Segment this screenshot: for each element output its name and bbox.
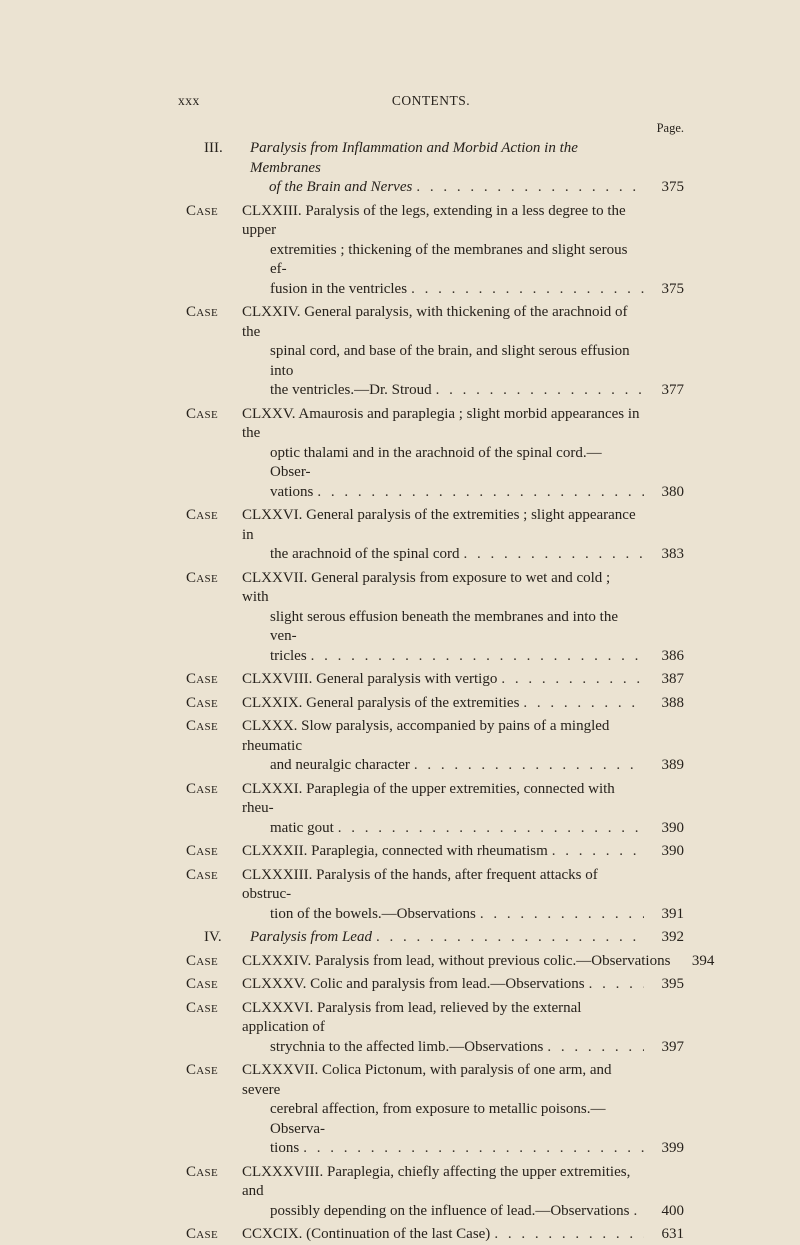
entry-line: spinal cord, and base of the brain, and slight serous effusion into (270, 343, 630, 379)
page-ref: 387 (661, 671, 684, 687)
entry-line: of the Brain and Nerves (269, 179, 413, 195)
entry-line: tions (270, 1140, 300, 1156)
page-ref: 395 (661, 976, 684, 992)
entry-line: extremities ; thickening of the membranes and slight serous ef- (270, 241, 628, 277)
entry-line: and neuralgic character (270, 757, 410, 773)
page-ref: 390 (661, 819, 684, 836)
page-ref: 388 (661, 694, 684, 711)
entry-text (186, 569, 684, 667)
case-label: Case (186, 1226, 218, 1242)
entry-line: tion of the bowels.—Observations (270, 905, 476, 922)
dot-leader (589, 975, 644, 995)
case-label: Case (186, 671, 218, 687)
case-entry (186, 694, 684, 714)
case-entry (186, 202, 684, 300)
case-entry (186, 569, 684, 667)
page-ref: 400 (661, 1202, 684, 1219)
entry-line: CLXXVII. General paralysis from exposure to wet and cold ; with (242, 569, 611, 605)
section-entry (186, 928, 684, 948)
entry-text (186, 1163, 684, 1222)
section-number: III. (204, 140, 223, 156)
case-entry (186, 975, 684, 995)
entry-text (186, 999, 684, 1058)
case-entry (186, 1163, 684, 1222)
entry-line: slight serous effusion beneath the membranes and into the ven- (270, 608, 618, 644)
entry-text (186, 506, 684, 565)
dot-leader (523, 694, 644, 714)
entry-text (186, 405, 684, 503)
dot-leader (317, 483, 644, 503)
page-ref: 392 (661, 929, 684, 945)
entry-text (186, 866, 684, 925)
case-label: Case (186, 405, 218, 422)
case-entry (186, 780, 684, 839)
page-ref: 377 (661, 382, 684, 398)
entry-text (186, 952, 715, 972)
case-entry (186, 999, 684, 1058)
entry-line: CLXXIX. General paralysis of the extremities (242, 694, 520, 711)
page-column-heading: Page. (656, 121, 684, 135)
case-label: Case (186, 866, 218, 883)
section-entry (186, 139, 684, 198)
entry-line: CLXXX. Slow paralysis, accompanied by pains of a mingled rheumatic (242, 718, 610, 754)
page-ref: 380 (661, 483, 684, 500)
page-number: xxx (178, 93, 200, 108)
page-ref: 375 (661, 280, 684, 297)
page-ref: 389 (661, 757, 684, 773)
page-ref: 399 (661, 1140, 684, 1156)
entry-line: CLXXXIV. Paralysis from lead, without previous colic.—Observations (242, 952, 671, 969)
entry-line: CLXXIII. Paralysis of the legs, extending in a less degree to the upper (242, 202, 626, 238)
case-label: Case (186, 1062, 218, 1078)
page-ref: 386 (661, 647, 684, 664)
entry-line: the ventricles.—Dr. Stroud (270, 382, 432, 398)
entry-line: vations (270, 483, 314, 500)
entry-line: CCXCIX. (Continuation of the last Case) (242, 1226, 491, 1242)
page-ref: 397 (661, 1038, 684, 1055)
page-ref: 375 (661, 179, 684, 195)
entry-line: CLXXXV. Colic and paralysis from lead.—Observations (242, 976, 585, 992)
case-entry (186, 842, 684, 862)
dot-leader (436, 381, 644, 401)
dot-leader (464, 545, 644, 565)
case-label: Case (186, 304, 218, 320)
entry-text (186, 842, 684, 862)
dot-leader (552, 842, 644, 862)
dot-leader (376, 928, 644, 948)
entry-line: tricles (270, 647, 307, 664)
entry-line: CLXXXVII. Colica Pictonum, with paralysis of one arm, and severe (242, 1062, 612, 1098)
case-label: Case (186, 999, 218, 1016)
entry-line: matic gout (270, 819, 334, 836)
case-label: Case (186, 780, 218, 797)
dot-leader (311, 647, 644, 667)
case-entry (186, 1061, 684, 1159)
case-entry (186, 670, 684, 690)
dot-leader (501, 670, 644, 690)
dot-leader (634, 1202, 644, 1222)
case-entry (186, 866, 684, 925)
case-entry (186, 405, 684, 503)
running-head (178, 93, 684, 113)
entry-text (186, 1225, 684, 1245)
case-label: Case (186, 694, 218, 711)
entry-text (186, 975, 684, 995)
entry-text (186, 303, 684, 401)
entry-line: CLXXV. Amaurosis and paraplegia ; slight morbid appearances in the (242, 405, 640, 441)
entry-line: the arachnoid of the spinal cord (270, 546, 460, 562)
entry-line: possibly depending on the influence of lead.—Observations (270, 1202, 630, 1219)
page-ref: 631 (661, 1226, 684, 1242)
entry-line: CLXXVI. General paralysis of the extremities ; slight appearance in (242, 507, 636, 543)
dot-leader (411, 280, 644, 300)
entry-text (186, 1061, 684, 1159)
entry-line: optic thalami and in the arachnoid of the spinal cord.—Obser- (270, 444, 602, 480)
entry-text (186, 202, 684, 300)
page-ref: 383 (661, 546, 684, 562)
case-label: Case (186, 718, 218, 734)
case-label: Case (186, 976, 218, 992)
contents-list (186, 135, 715, 1245)
entry-text (186, 694, 684, 714)
entry-line: CLXXXI. Paraplegia of the upper extremities, connected with rheu- (242, 780, 615, 816)
case-label: Case (186, 507, 218, 523)
dot-leader (547, 1038, 644, 1058)
case-entry (186, 506, 684, 565)
entry-line: CLXXXVIII. Paraplegia, chiefly affecting the upper extremities, and (242, 1163, 631, 1199)
entry-line: CLXXXII. Paraplegia, connected with rheumatism (242, 843, 548, 859)
entry-line: CLXXIV. General paralysis, with thickening of the arachnoid of the (242, 304, 628, 340)
case-label: Case (186, 843, 218, 859)
dot-leader (303, 1139, 644, 1159)
entry-line: CLXXVIII. General paralysis with vertigo (242, 671, 498, 687)
entry-text (186, 780, 684, 839)
dot-leader (494, 1225, 644, 1245)
entry-line: cerebral affection, from exposure to metallic poisons.—Observa- (270, 1101, 606, 1137)
case-entry (186, 952, 715, 972)
case-entry (186, 717, 684, 776)
case-label: Case (186, 952, 218, 969)
dot-leader (414, 756, 644, 776)
section-number: IV. (204, 929, 222, 945)
entry-text (186, 928, 684, 948)
entry-line: CLXXXVI. Paralysis from lead, relieved by the external application of (242, 999, 582, 1035)
case-label: Case (186, 1163, 218, 1180)
case-entry (186, 303, 684, 401)
entry-text (186, 670, 684, 690)
entry-text (186, 717, 684, 776)
dot-leader (480, 905, 644, 925)
entry-line: strychnia to the affected limb.—Observations (270, 1038, 544, 1055)
case-label: Case (186, 202, 218, 219)
entry-line: fusion in the ventricles (270, 280, 408, 297)
page-ref: 394 (691, 952, 715, 969)
page-ref: 391 (661, 905, 684, 922)
dot-leader (338, 819, 644, 839)
dot-leader (416, 178, 644, 198)
page-title: CONTENTS. (391, 93, 471, 108)
entry-line: Paralysis from Inflammation and Morbid Action in the Membranes (250, 140, 578, 176)
entry-line: Paralysis from Lead (250, 929, 372, 945)
entry-line: CLXXXIII. Paralysis of the hands, after frequent attacks of obstruc- (242, 866, 598, 902)
page-ref: 390 (661, 843, 684, 859)
entry-text (186, 139, 684, 198)
case-entry (186, 1225, 684, 1245)
case-label: Case (186, 569, 218, 586)
